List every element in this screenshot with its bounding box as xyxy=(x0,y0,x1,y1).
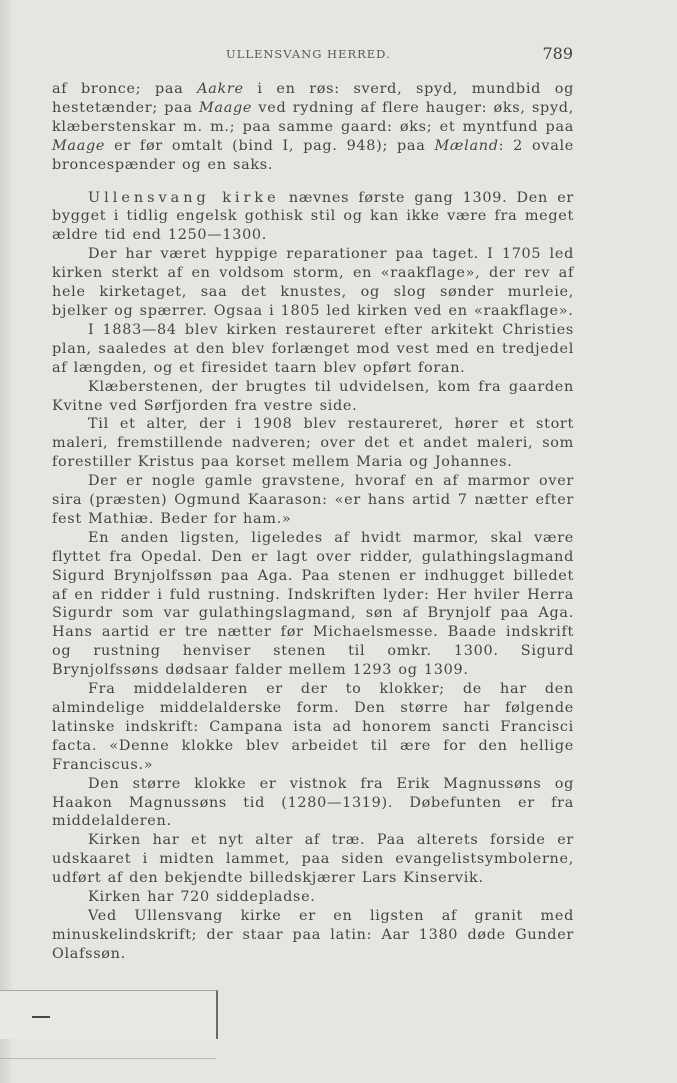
text-segment: Maage xyxy=(199,99,253,116)
paragraph-p10 xyxy=(52,775,574,832)
text-segment: I 1883—84 blev kirken restaureret efter arkitekt Christies plan, saaledes at den blev forlænget mod vest med en tredjedel af længden, og et firesidet taarn blev opført foran. xyxy=(52,321,574,376)
paragraph-p11 xyxy=(52,831,574,888)
text-segment: Ullensvang kirke xyxy=(88,189,280,206)
paragraph-p4 xyxy=(52,321,574,378)
paragraph-p7 xyxy=(52,472,574,529)
text-segment: i en røs: sverd, spyd, mundbid og hestetænder; paa xyxy=(52,81,574,116)
text-segment: Den større klokke er vistnok fra Erik Magnussøns og Haakon Magnussøns tid (1280—1319). Døbefunten er fra middelalderen. xyxy=(52,775,574,830)
paragraph-p2 xyxy=(52,189,574,246)
margin-box xyxy=(0,990,218,1039)
text-segment: : 2 ovale broncespænder og en saks. xyxy=(52,137,575,173)
text-segment: Der har været hyppige reparationer paa taget. I 1705 led kirken sterkt af en voldsom storm, en «raakflage», der rev af hele kirketaget, saa det knustes, og slog sønder murleie, bjelker og spærrer. Ogsaa i 1805 led kirken ved en «raakflage». xyxy=(52,246,574,319)
text-segment: Mæland xyxy=(434,137,499,154)
body-text xyxy=(52,80,574,964)
text-segment: Klæberstenen, der brugtes til udvidelsen, kom fra gaarden Kvitne ved Sørfjorden fra vestre side. xyxy=(52,378,574,414)
page-number: 789 xyxy=(542,44,573,63)
margin-rule xyxy=(0,1058,216,1059)
paragraph-gap xyxy=(52,175,574,189)
paragraph-p1 xyxy=(52,80,574,175)
text-segment: Aakre xyxy=(197,81,244,97)
paragraph-p8 xyxy=(52,529,574,680)
text-segment: Kirken har et nyt alter af træ. Paa alterets forside er udskaaret i midten lammet, paa siden evangelistsymbolerne, udført af den bekjendte billedskjærer Lars Kinservik. xyxy=(52,832,574,887)
text-segment: er før omtalt (bind I, pag. 948); paa xyxy=(105,137,435,154)
text-segment: Kirken har 720 siddepladse. xyxy=(88,889,316,906)
paragraph-p13 xyxy=(52,907,574,964)
text-segment: Ved Ullensvang kirke er en ligsten af granit med minuskelindskrift; der staar paa latin: Aar 1380 døde Gunder Olafssøn. xyxy=(52,907,574,962)
text-segment: nævnes første gang 1309. Den er bygget i tidlig engelsk gothisk stil og kan ikke være fra meget ældre tid end 1250—1300. xyxy=(52,189,574,244)
paragraph-p6 xyxy=(52,415,574,472)
text-segment: af bronce; paa xyxy=(52,81,198,97)
paragraph-p9 xyxy=(52,680,574,775)
paragraph-p5 xyxy=(52,378,574,416)
paragraph-p12 xyxy=(52,888,574,907)
text-segment: Fra middelalderen er der to klokker; de har den almindelige middelalderske form. Den større har følgende latinske indskrift: Campana ista ad honorem sancti Francisci facta. «Denne klokke blev arbeidet til ære for den hellige Franciscus.» xyxy=(52,681,574,773)
running-head: ULLENSVANG HERRED. xyxy=(226,47,391,61)
text-segment: En anden ligsten, ligeledes af hvidt marmor, skal være flyttet fra Opedal. Den er lagt over ridder, gulathingslagmand Sigurd Brynjolfssøn paa Aga. Paa stenen er indhugget billedet af en ridder i fuld rustning. Indskriften lyder: Her hviler Herra Sigurdr som var gulathingslagmand, søn af Brynjolf paa Aga. Hans aartid er tre nætter før Michaelsmesse. Baade indskrift og rustning henviser stenen til omkr. 1300. Sigurd Brynjolfssøns dødsaar falder mellem 1293 og 1309. xyxy=(52,529,574,679)
text-segment: Til et alter, der i 1908 blev restaureret, hører et stort maleri, fremstillende nadveren; over det et andet maleri, som forestiller Kristus paa korset mellem Maria og Johannes. xyxy=(52,416,574,471)
text-segment: ved rydning af flere hauger: øks, spyd, klæberstenskar m. m.; paa samme gaard: øks; et myntfund paa xyxy=(52,99,574,135)
text-segment: Maage xyxy=(52,137,106,154)
margin-dash xyxy=(32,1016,50,1018)
text-segment: Der er nogle gamle gravstene, hvoraf en af marmor over sira (præsten) Ogmund Kaarason: «er hans artid 7 nætter efter fest Mathiæ. Beder for ham.» xyxy=(52,473,574,527)
page-header xyxy=(0,44,677,69)
paragraph-p3 xyxy=(52,245,574,321)
page-edge xyxy=(0,0,12,1083)
